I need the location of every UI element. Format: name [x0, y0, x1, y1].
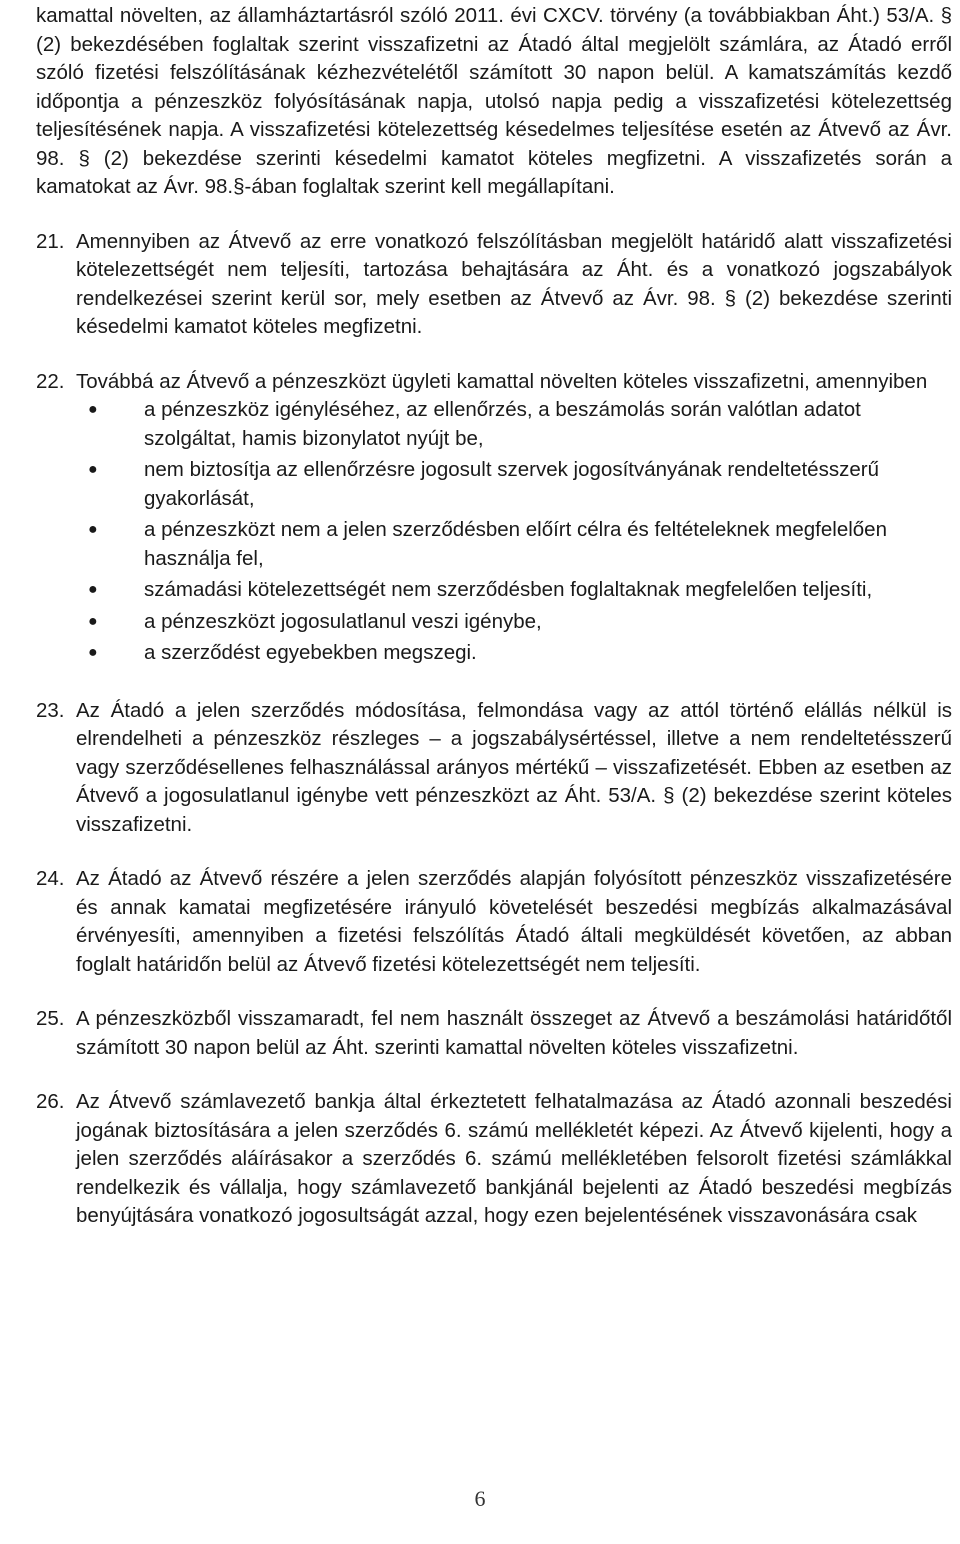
clause-text: Az Átadó az Átvevő részére a jelen szerződés alapján folyósított pénzeszköz visszafizetésére és annak kamatai megfizetésére irányuló követelését beszedési megbízás alkalmazásával érvényesíti, amennyiben a fizetési felszólítás Átadó általi megküldését követően, az abban foglalt határidőn belül az Átvevő fizetési kötelezettségét nem teljesíti. [76, 867, 952, 976]
bullet-icon: ● [88, 521, 98, 538]
list-item [76, 456, 952, 513]
clause-text: Az Átadó a jelen szerződés módosítása, felmondása vagy az attól történő elállás nélkül is elrendelheti a pénzeszköz részleges – a jogszabálysértéssel, illetve a nem rendeltetésszerű vagy szerződésellenes felhasználással arányos mértékű – visszafizetését. Ebben az esetben az Átvevő a jogosulatlanul igénybe vett pénzeszközt az Áht. 53/A. § (2) bekezdése szerint köteles visszafizetni. [76, 698, 952, 836]
document-page [36, 0, 952, 1231]
clause-text: Az Átvevő számlavezető bankja által érkeztetett felhatalmazása az Átadó azonnali beszedési jogának biztosítására a jelen szerződés 6. számú mellékletét képezi. Az Átvevő kijelenti, hogy a jelen szerződés aláírásakor a szerződés 6. számú mellékletében felsorolt fizetési számlákkal rendelkezik és vállalja, hogy számlavezető bankjánál bejelenti az Átadó beszedési megbízás benyújtására vonatkozó jogosultságát azzal, hogy ezen bejelentésének visszavonására csak [76, 1090, 952, 1227]
clause-body [76, 1005, 952, 1062]
clause-25 [36, 1005, 952, 1062]
clause-number: 22. [36, 369, 65, 393]
list-item-text: a szerződést egyebekben megszegi. [144, 641, 477, 664]
clause-number: 24. [36, 867, 65, 890]
bullet-icon: ● [88, 612, 98, 630]
clause-body [76, 697, 952, 840]
list-item-text: nem biztosítja az ellenőrzésre jogosult szervek jogosítványának rendeltetésszerű gyakorlását, [144, 458, 879, 510]
clause-22 [36, 368, 952, 671]
clause-body [76, 1088, 952, 1231]
list-item-text: a pénzeszköz igényléséhez, az ellenőrzés, a beszámolás során valótlan adatot szolgáltat, hamis bizonylatot nyújt be, [144, 398, 861, 450]
clause-text: A pénzeszközből visszamaradt, fel nem használt összeget az Átvevő a beszámolási határidőtől számított 30 napon belül az Áht. szerinti kamattal növelten köteles visszafizetni. [76, 1007, 952, 1059]
list-item [76, 516, 952, 573]
condition-list [76, 396, 952, 668]
intro-paragraph: kamattal növelten, az államháztartásról szóló 2011. évi CXCV. törvény (a továbbiakban Áht.) 53/A. § (2) bekezdésében foglaltak szerint visszafizetni az Átadó által megjelölt számlára, az Átadó erről szóló fizetési felszólításának kézhezvételétől számított 30 napon belül. A kamatszámítás kezdő időpontja a pénzeszköz folyósításának napja, utolsó napja pedig a visszafizetési kötelezettség teljesítésének napja. A visszafizetési kötelezettség késedelmes teljesítése esetén az Átvevő az Ávr. 98. § (2) bekezdése szerinti késedelmi kamatot köteles megfizetni. A visszafizetés során a kamatokat az Ávr. 98.§-ában foglaltak szerint kell megállapítani. [36, 4, 952, 198]
clause-number: 26. [36, 1090, 65, 1113]
clause-body [76, 865, 952, 979]
list-item [76, 608, 952, 637]
list-item [76, 576, 952, 605]
bullet-icon: ● [88, 401, 98, 418]
page-number: 6 [474, 1486, 486, 1511]
clause-body [76, 368, 952, 671]
clause-number: 21. [36, 229, 65, 253]
list-item-text: a pénzeszközt nem a jelen szerződésben előírt célra és feltételeknek megfelelően használja fel, [144, 518, 887, 570]
clause-26 [36, 1088, 952, 1231]
clause-24 [36, 865, 952, 979]
bullet-icon: ● [88, 461, 98, 478]
list-item [76, 396, 952, 453]
list-item-text: számadási kötelezettségét nem szerződésben foglaltaknak megfelelően teljesíti, [144, 578, 873, 601]
bullet-icon: ● [88, 644, 98, 661]
clause-body [76, 228, 952, 342]
list-item [76, 639, 952, 668]
clause-number: 25. [36, 1007, 65, 1030]
clause-number: 23. [36, 698, 65, 722]
bullet-icon: ● [88, 581, 98, 598]
list-item-text: a pénzeszközt jogosulatlanul veszi igénybe, [144, 609, 542, 633]
clause-21 [36, 228, 952, 342]
clause-23 [36, 697, 952, 840]
clause-text: Továbbá az Átvevő a pénzeszközt ügyleti kamattal növelten köteles visszafizetni, amennyiben [76, 369, 928, 393]
clause-text: Amennyiben az Átvevő az erre vonatkozó felszólításban megjelölt határidő alatt visszafizetési kötelezettségét nem teljesíti, tartozása behajtására az Áht. és a vonatkozó jogszabályok rendelkezései szerint kerül sor, mely esetben az Átvevő az Ávr. 98. § (2) bekezdése szerinti késedelmi kamatot köteles megfizetni. [76, 229, 952, 338]
